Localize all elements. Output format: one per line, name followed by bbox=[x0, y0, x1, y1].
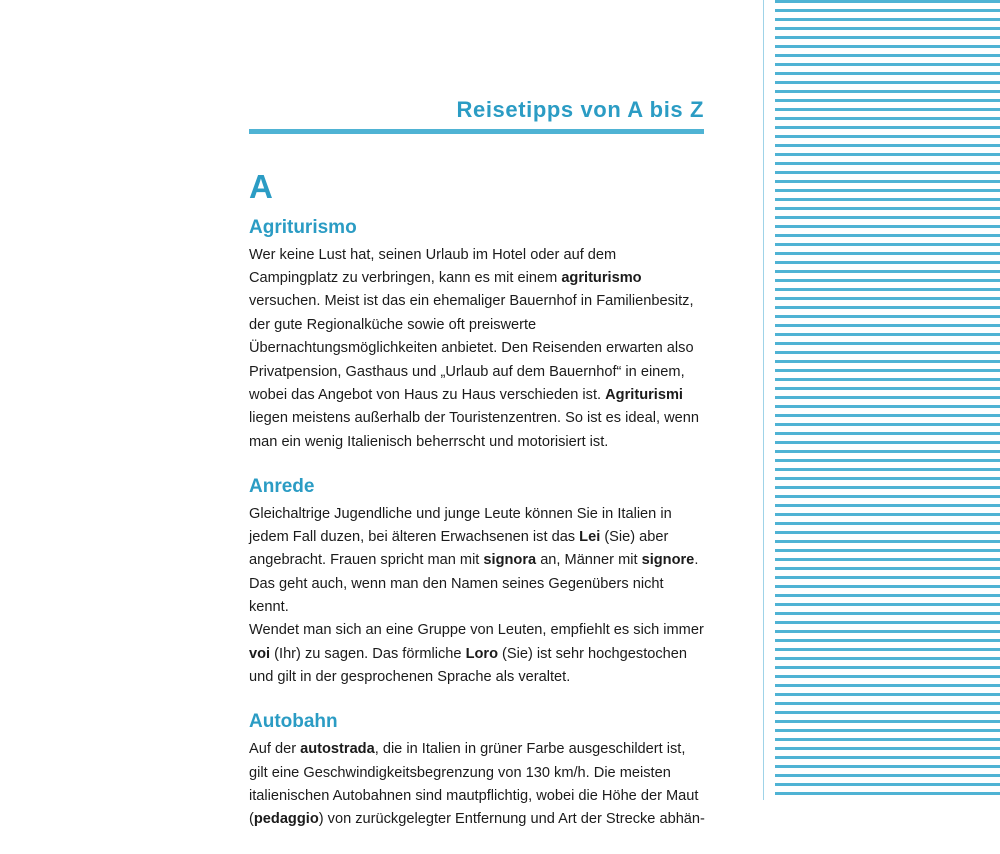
page-title: Reisetipps von A bis Z bbox=[456, 97, 704, 122]
header-divider bbox=[249, 129, 704, 134]
entry-anrede bbox=[249, 476, 706, 690]
entry-paragraph: Gleichaltrige Jugendliche und junge Leute können Sie in Italien in jedem Fall duzen, bei älteren Erwachsenen ist das Lei (Sie) aber angebracht. Frauen spricht man mit signora an, Männer mit signore. Das geht auch, wenn man den Namen seines Gegenübers nicht kennt. bbox=[249, 505, 703, 616]
entry-title: Autobahn bbox=[249, 711, 338, 733]
entry-title: Agriturismo bbox=[249, 217, 357, 238]
entry-autobahn bbox=[249, 711, 706, 831]
entry-title: Anrede bbox=[249, 475, 315, 497]
entry-paragraph: Auf der autostrada, die in Italien in grüner Farbe ausgeschildert ist, gilt eine Geschwindigkeitsbegrenzung von 130 km/h. Die meisten italienischen Autobahnen sind mautpflichtig, wobei die Höhe der Maut (pedaggio) von zurückgelegter Entfernung und Art der Strecke abhän- bbox=[249, 741, 705, 828]
entry-paragraph: Wendet man sich an eine Gruppe von Leuten, empfiehlt es sich immer voi (Ihr) zu sagen. Das förmliche Loro (Sie) ist sehr hochgestochen und gilt in der gesprochenen Sprache als veraltet. bbox=[249, 622, 708, 686]
letter-index-heading: A bbox=[249, 168, 273, 205]
running-header bbox=[249, 98, 704, 134]
decorative-stripe-band bbox=[775, 0, 1000, 800]
margin-rule bbox=[763, 0, 764, 800]
entry-agriturismo bbox=[249, 217, 706, 454]
content-column bbox=[249, 170, 706, 854]
entry-paragraph: Wer keine Lust hat, seinen Urlaub im Hotel oder auf dem Campingplatz zu verbringen, kann es mit einem agriturismo versuchen. Meist ist das ein ehemaliger Bauernhof in Familienbesitz, der gute Regionalküche sowie oft preiswerte Übernachtungsmöglichkeiten anbietet. Den Reisenden erwarten also Privatpension, Gasthaus und „Urlaub auf dem Bauernhof“ in einem, wobei das Angebot von Haus zu Haus verschieden ist. Agriturismi liegen meistens außerhalb der Touristenzentren. So ist es ideal, wenn man ein wenig Italienisch beherrscht und motorisiert ist. bbox=[249, 246, 704, 450]
